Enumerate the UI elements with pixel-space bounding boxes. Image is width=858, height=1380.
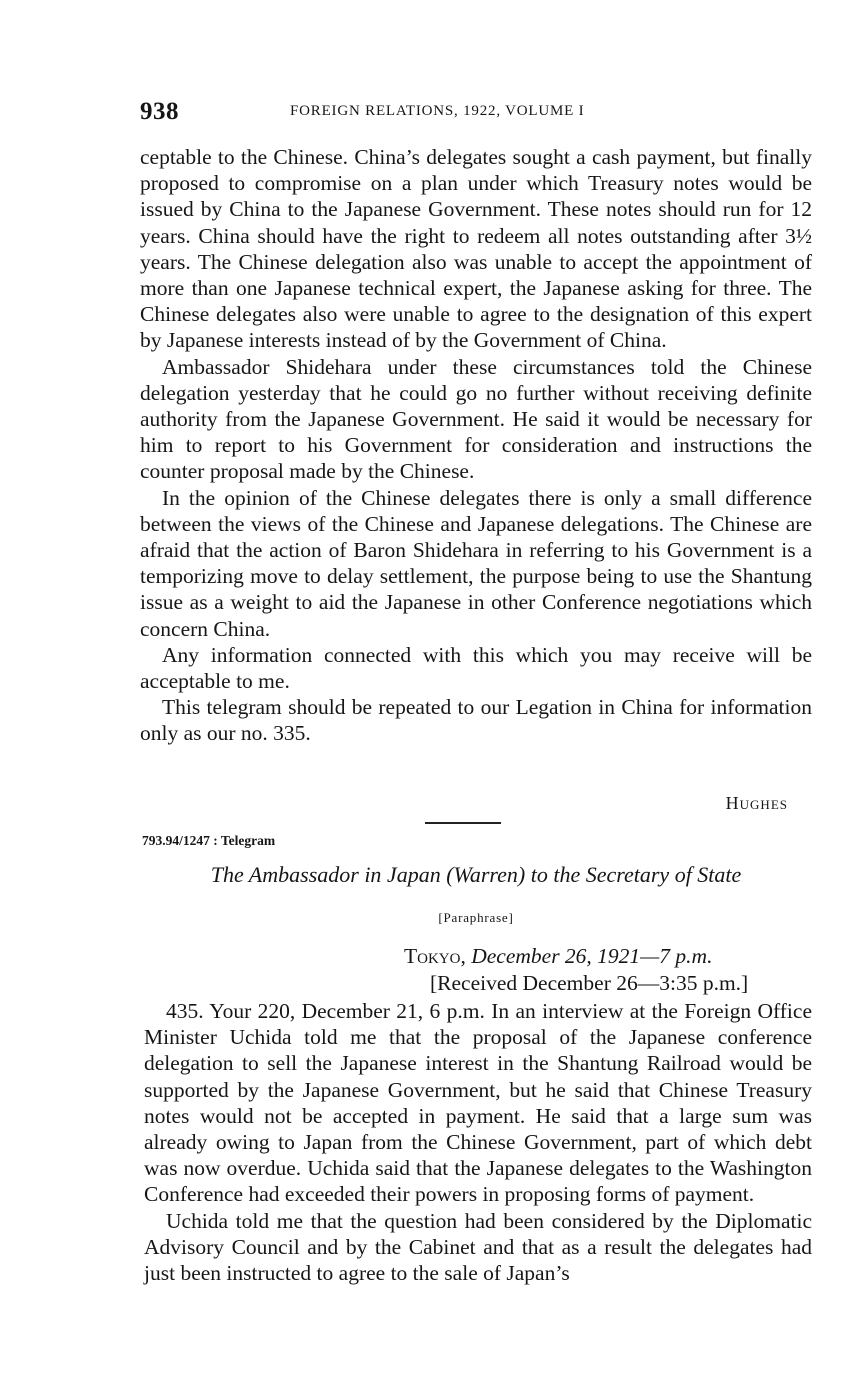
telegram-2-body [144, 998, 812, 1286]
dateline [404, 943, 712, 969]
paragraph: Uchida told me that the question had been considered by the Diplomatic Advisory Council and by the Cabinet and that as a result the delegates had just been instructed to agree to the sale of Japan’s [144, 1208, 812, 1286]
running-head: FOREIGN RELATIONS, 1922, VOLUME I [290, 103, 585, 119]
signature: Hughes [725, 793, 788, 813]
paragraph: Ambassador Shidehara under these circumstances told the Chinese delegation yesterday that he could go no further without receiving definite authority from the Japanese Government. He said it would be necessary for him to report to his Government for consideration and instructions the counter proposal made by the Chinese. [140, 354, 812, 484]
file-number: 793.94/1247 : Telegram [142, 833, 276, 848]
received-line: [Received December 26—3:35 p.m.] [430, 971, 749, 995]
document-title: The Ambassador in Japan (Warren) to the Secretary of State [210, 862, 742, 887]
paragraph: This telegram should be repeated to our Legation in China for information only as our no. 335. [140, 695, 812, 746]
telegram-1-body [140, 144, 812, 747]
dateline-date: December 26, 1921—7 p.m. [471, 944, 713, 968]
page-header [140, 98, 820, 130]
paragraph: Any information connected with this which you may receive will be acceptable to me. [140, 642, 812, 694]
section-divider [425, 822, 501, 824]
paragraph: ceptable to the Chinese. China’s delegates sought a cash payment, but finally proposed to compromise on a plan under which Treasury notes would be issued by China to the Japanese Government. These notes should run for 12 years. China should have the right to redeem all notes outstanding after 3½ years. The Chinese delegation also was unable to accept the appointment of more than one Japanese technical expert, the Japanese asking for three. The Chinese delegates also were unable to agree to the designation of this expert by Japanese interests instead of by the Government of China. [140, 145, 812, 353]
dateline-place: Tokyo, [404, 944, 466, 968]
paragraph: 435. Your 220, December 21, 6 p.m. In an interview at the Foreign Office Minister Uchida told me that the proposal of the Japanese conference delegation to sell the Japanese interest in the Shantung Railroad would be supported by the Japanese Government, but he said that Chinese Treasury notes would not be accepted in payment. He said that a large sum was already owing to Japan from the Chinese Government, part of which debt was now overdue. Uchida said that the Japanese delegates to the Washington Conference had exceeded their powers in proposing forms of payment. [144, 999, 812, 1207]
page-number: 938 [140, 98, 179, 125]
paragraph: In the opinion of the Chinese delegates there is only a small difference between the views of the Chinese and Japanese delegations. The Chinese are afraid that the action of Baron Shidehara in referring to his Government is a temporizing move to delay settlement, the purpose being to use the Shantung issue as a weight to aid the Japanese in other Conference negotiations which concern China. [140, 485, 812, 641]
paraphrase-note: [Paraphrase] [438, 910, 514, 925]
